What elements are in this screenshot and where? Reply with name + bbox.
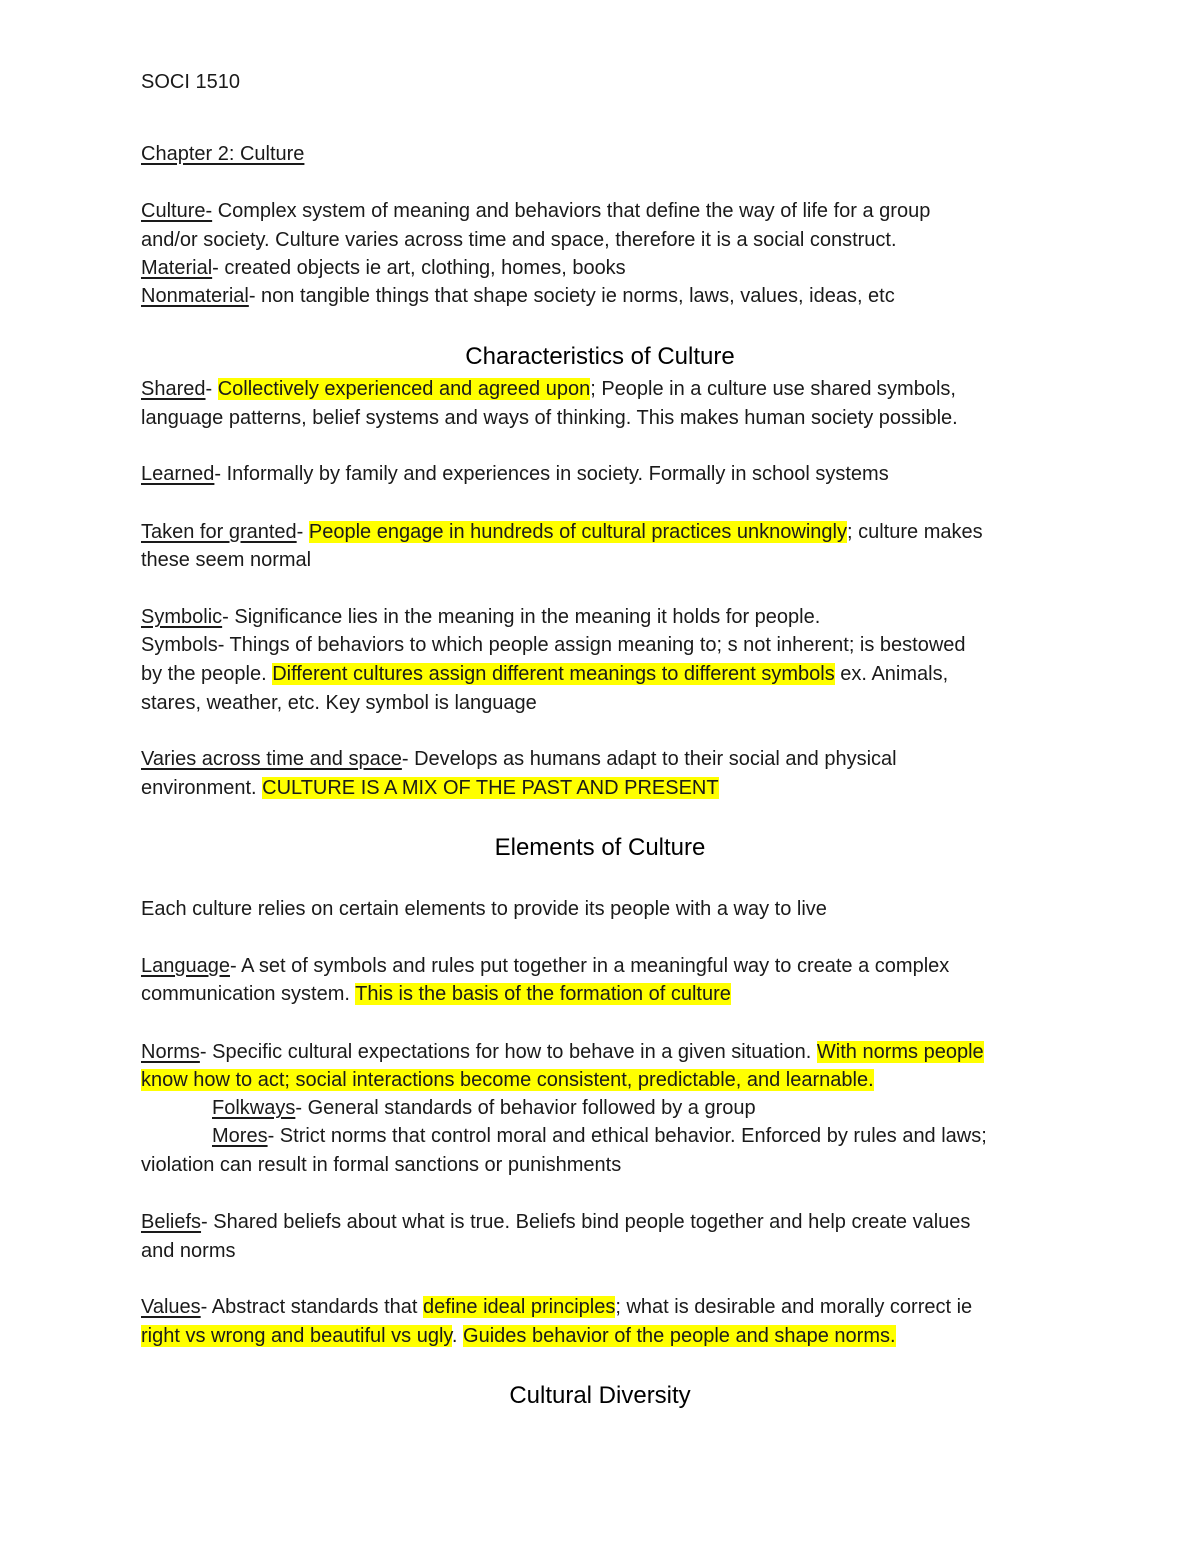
highlight: right vs wrong and beautiful vs ugly (141, 1325, 452, 1347)
highlight: This is the basis of the formation of culture (355, 983, 731, 1005)
learned-definition: Learned- Informally by family and experiences in society. Formally in school systems (141, 463, 889, 485)
language-line-1: Language- A set of symbols and rules put together in a meaningful way to create a complex (141, 955, 950, 977)
term-folkways: Folkways (212, 1097, 296, 1119)
material-definition: Material- created objects ie art, clothing, homes, books (141, 257, 626, 279)
culture-definition-line-2: and/or society. Culture varies across time and space, therefore it is a social construct. (141, 229, 897, 251)
term-culture: Culture- (141, 200, 213, 222)
term-material: Material (141, 257, 213, 279)
folkways-definition: Folkways- General standards of behavior followed by a group (212, 1097, 756, 1119)
shared-line-1: Shared- Collectively experienced and agreed upon; People in a culture use shared symbols, (141, 378, 956, 400)
highlight: Collectively experienced and agreed upon (217, 378, 591, 400)
term-shared: Shared (141, 378, 206, 400)
highlight: Guides behavior of the people and shape norms. (463, 1325, 896, 1347)
varies-line-1: Varies across time and space- Develops as humans adapt to their social and physical (141, 748, 897, 770)
elements-intro: Each culture relies on certain elements to provide its people with a way to live (141, 898, 827, 920)
highlight: CULTURE IS A MIX OF THE PAST AND PRESENT (262, 777, 719, 799)
term-nonmaterial: Nonmaterial (141, 285, 249, 307)
symbols-line-3: stares, weather, etc. Key symbol is language (141, 692, 537, 714)
term-language: Language (141, 955, 230, 977)
term-symbolic: Symbolic (141, 606, 223, 628)
language-line-2: communication system. This is the basis of the formation of culture (141, 983, 731, 1005)
values-line-2: right vs wrong and beautiful vs ugly. Guides behavior of the people and shape norms. (141, 1325, 896, 1347)
symbols-line-1: Symbols- Things of behaviors to which people assign meaning to; s not inherent; is bestowed (141, 634, 966, 656)
norms-line-1: Norms- Specific cultural expectations for how to behave in a given situation. With norms people (141, 1041, 984, 1063)
term-norms: Norms (141, 1041, 200, 1063)
shared-line-2: language patterns, belief systems and ways of thinking. This makes human society possible. (141, 407, 958, 429)
term-learned: Learned (141, 463, 215, 485)
heading-elements: Elements of Culture (494, 834, 706, 861)
symbols-line-2: by the people. Different cultures assign different meanings to different symbols ex. Animals, (141, 663, 949, 685)
beliefs-line-1: Beliefs- Shared beliefs about what is true. Beliefs bind people together and help create values (141, 1211, 971, 1233)
mores-line-1: Mores- Strict norms that control moral and ethical behavior. Enforced by rules and laws; (212, 1125, 987, 1147)
symbolic-definition: Symbolic- Significance lies in the meaning in the meaning it holds for people. (141, 606, 821, 628)
taken-for-granted-line-1: Taken for granted- People engage in hundreds of cultural practices unknowingly; culture makes (141, 521, 983, 543)
varies-line-2: environment. CULTURE IS A MIX OF THE PAST AND PRESENT (141, 777, 719, 799)
norms-line-2 (141, 1066, 874, 1094)
values-line-1: Values- Abstract standards that define ideal principles; what is desirable and morally correct ie (141, 1296, 973, 1318)
term-beliefs: Beliefs (141, 1211, 202, 1233)
nonmaterial-definition: Nonmaterial- non tangible things that shape society ie norms, laws, values, ideas, etc (141, 285, 895, 307)
highlight: People engage in hundreds of cultural practices unknowingly (308, 521, 847, 543)
term-varies: Varies across time and space (141, 748, 402, 770)
chapter-title: Chapter 2: Culture (141, 143, 305, 165)
term-mores: Mores (212, 1125, 268, 1147)
heading-characteristics: Characteristics of Culture (465, 343, 735, 370)
mores-line-2: violation can result in formal sanctions or punishments (141, 1154, 622, 1176)
course-code: SOCI 1510 (141, 71, 240, 93)
term-taken-for-granted: Taken for granted (141, 521, 297, 543)
heading-cultural-diversity: Cultural Diversity (509, 1382, 691, 1409)
highlight: Different cultures assign different meanings to different symbols (272, 663, 835, 685)
highlight: define ideal principles (423, 1296, 616, 1318)
beliefs-line-2: and norms (141, 1240, 236, 1262)
term-values: Values (141, 1296, 201, 1318)
culture-definition-line-1: Culture- Complex system of meaning and behaviors that define the way of life for a group (141, 200, 931, 222)
highlight: know how to act; social interactions become consistent, predictable, and learnable. (141, 1069, 874, 1091)
taken-for-granted-line-2: these seem normal (141, 549, 312, 571)
highlight: With norms people (816, 1041, 984, 1063)
